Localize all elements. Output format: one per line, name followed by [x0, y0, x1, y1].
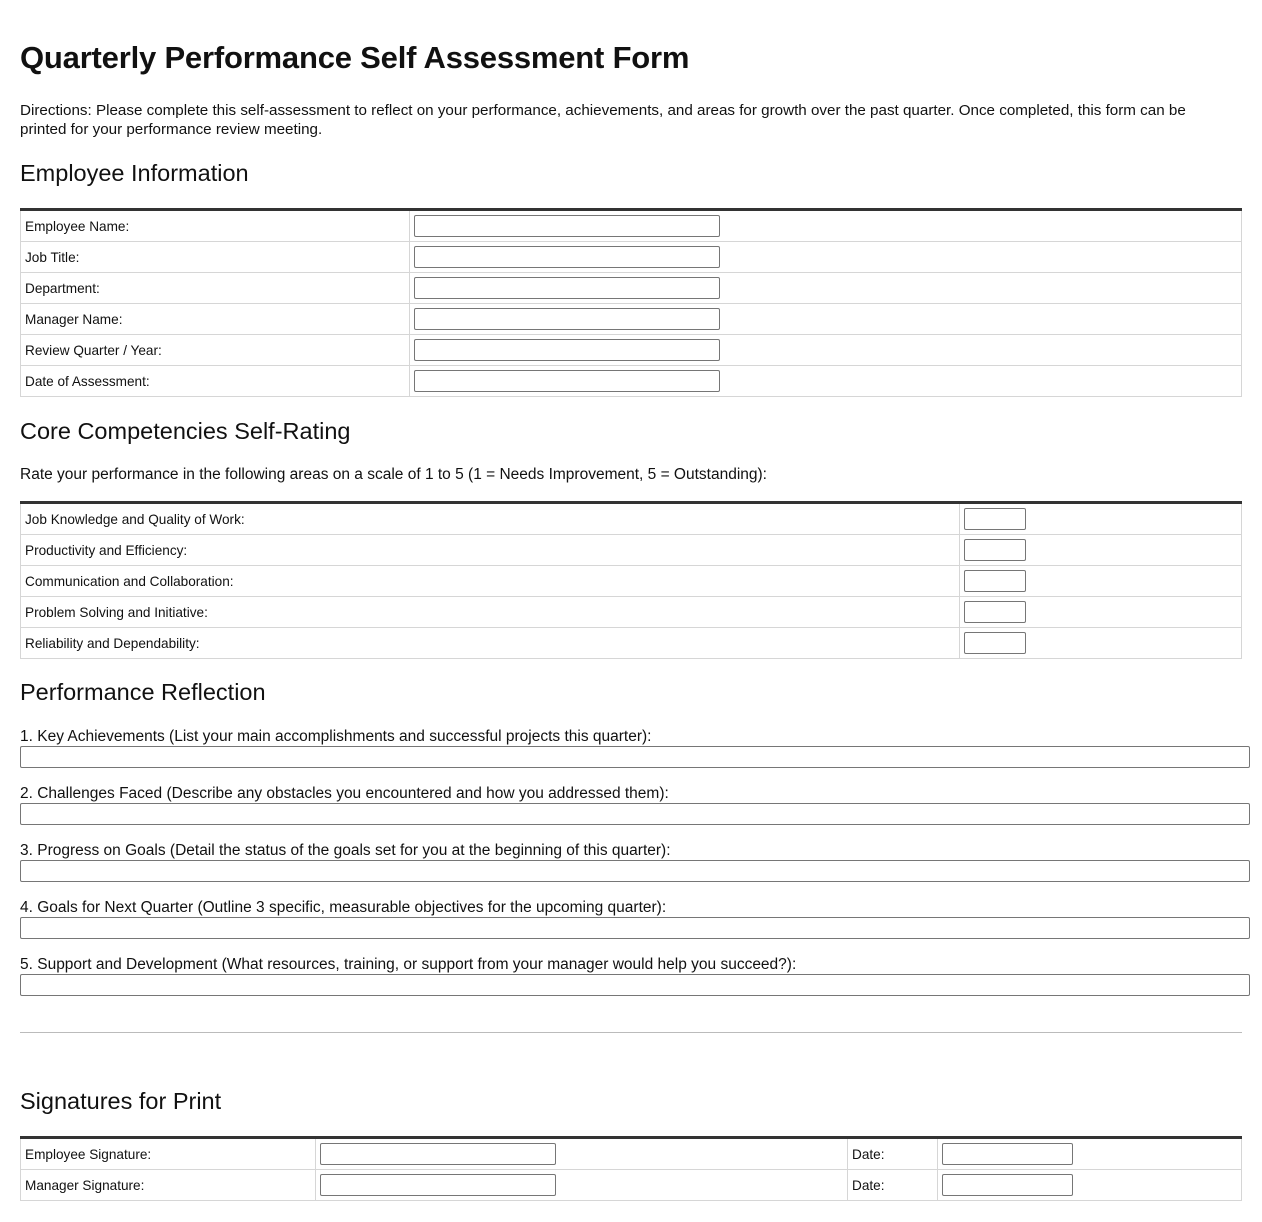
question-label: 4. Goals for Next Quarter (Outline 3 specific, measurable objectives for the upcoming quarter): — [20, 899, 667, 916]
signature-row — [21, 1138, 1242, 1170]
date-label: Date: — [848, 1138, 938, 1170]
employee-signature-input[interactable] — [320, 1143, 556, 1165]
field-label: Manager Name: — [21, 304, 410, 335]
field-label: Review Quarter / Year: — [21, 335, 410, 366]
employee-info-row — [21, 273, 1242, 304]
field-label: Employee Name: — [21, 210, 410, 242]
review-quarter-year-input[interactable] — [414, 339, 720, 361]
signatures-table — [20, 1136, 1242, 1201]
section-divider — [20, 1032, 1242, 1033]
employee-info-heading: Employee Information — [20, 160, 249, 186]
competency-row — [21, 597, 1242, 628]
reflection-question — [20, 898, 1250, 939]
employee-info-row — [21, 242, 1242, 273]
employee-info-row — [21, 210, 1242, 242]
signatures-heading: Signatures for Print — [20, 1088, 222, 1114]
employee-name-input[interactable] — [414, 215, 720, 237]
reflection-question — [20, 727, 1250, 768]
competency-label: Communication and Collaboration: — [21, 566, 960, 597]
employee-info-row — [21, 304, 1242, 335]
employee-info-row — [21, 366, 1242, 397]
reflection-question — [20, 784, 1250, 825]
field-label: Department: — [21, 273, 410, 304]
competency-label: Problem Solving and Initiative: — [21, 597, 960, 628]
job-title-input[interactable] — [414, 246, 720, 268]
job-knowledge-rating-input[interactable] — [964, 508, 1026, 530]
goals-next-quarter-textarea[interactable] — [20, 917, 1250, 939]
signature-row — [21, 1170, 1242, 1201]
signature-label: Manager Signature: — [21, 1170, 316, 1201]
field-label: Date of Assessment: — [21, 366, 410, 397]
challenges-faced-textarea[interactable] — [20, 803, 1250, 825]
competency-row — [21, 566, 1242, 597]
support-development-textarea[interactable] — [20, 974, 1250, 996]
question-label: 5. Support and Development (What resources, training, or support from your manager would help you succeed?): — [20, 956, 797, 973]
question-label: 3. Progress on Goals (Detail the status of the goals set for you at the beginning of this quarter): — [20, 842, 671, 859]
competencies-table — [20, 501, 1242, 659]
competencies-heading: Core Competencies Self-Rating — [20, 418, 351, 444]
field-label: Job Title: — [21, 242, 410, 273]
key-achievements-textarea[interactable] — [20, 746, 1250, 768]
reflection-question — [20, 955, 1250, 996]
question-label: 1. Key Achievements (List your main accomplishments and successful projects this quarter): — [20, 728, 652, 745]
employee-info-table — [20, 208, 1242, 397]
employee-signature-date-input[interactable] — [942, 1143, 1073, 1165]
question-label: 2. Challenges Faced (Describe any obstacles you encountered and how you addressed them): — [20, 785, 669, 802]
employee-info-row — [21, 335, 1242, 366]
competency-row — [21, 503, 1242, 535]
problem-solving-rating-input[interactable] — [964, 601, 1026, 623]
manager-signature-input[interactable] — [320, 1174, 556, 1196]
competency-label: Reliability and Dependability: — [21, 628, 960, 659]
manager-signature-date-input[interactable] — [942, 1174, 1073, 1196]
department-input[interactable] — [414, 277, 720, 299]
manager-name-input[interactable] — [414, 308, 720, 330]
competency-label: Job Knowledge and Quality of Work: — [21, 503, 960, 535]
page-title: Quarterly Performance Self Assessment Form — [20, 40, 690, 75]
reflection-question — [20, 841, 1250, 882]
competencies-instructions: Rate your performance in the following areas on a scale of 1 to 5 (1 = Needs Improvement, 5 = Outstanding): — [20, 466, 767, 483]
communication-rating-input[interactable] — [964, 570, 1026, 592]
signature-label: Employee Signature: — [21, 1138, 316, 1170]
reliability-rating-input[interactable] — [964, 632, 1026, 654]
competency-row — [21, 628, 1242, 659]
directions-text: Directions: Please complete this self-assessment to reflect on your performance, achievements, and areas for growth over the past quarter. Once completed, this form can be printed for your performance review meeting. — [20, 102, 1186, 138]
date-label: Date: — [848, 1170, 938, 1201]
date-of-assessment-input[interactable] — [414, 370, 720, 392]
reflection-heading: Performance Reflection — [20, 679, 266, 705]
progress-on-goals-textarea[interactable] — [20, 860, 1250, 882]
competency-row — [21, 535, 1242, 566]
competency-label: Productivity and Efficiency: — [21, 535, 960, 566]
productivity-rating-input[interactable] — [964, 539, 1026, 561]
